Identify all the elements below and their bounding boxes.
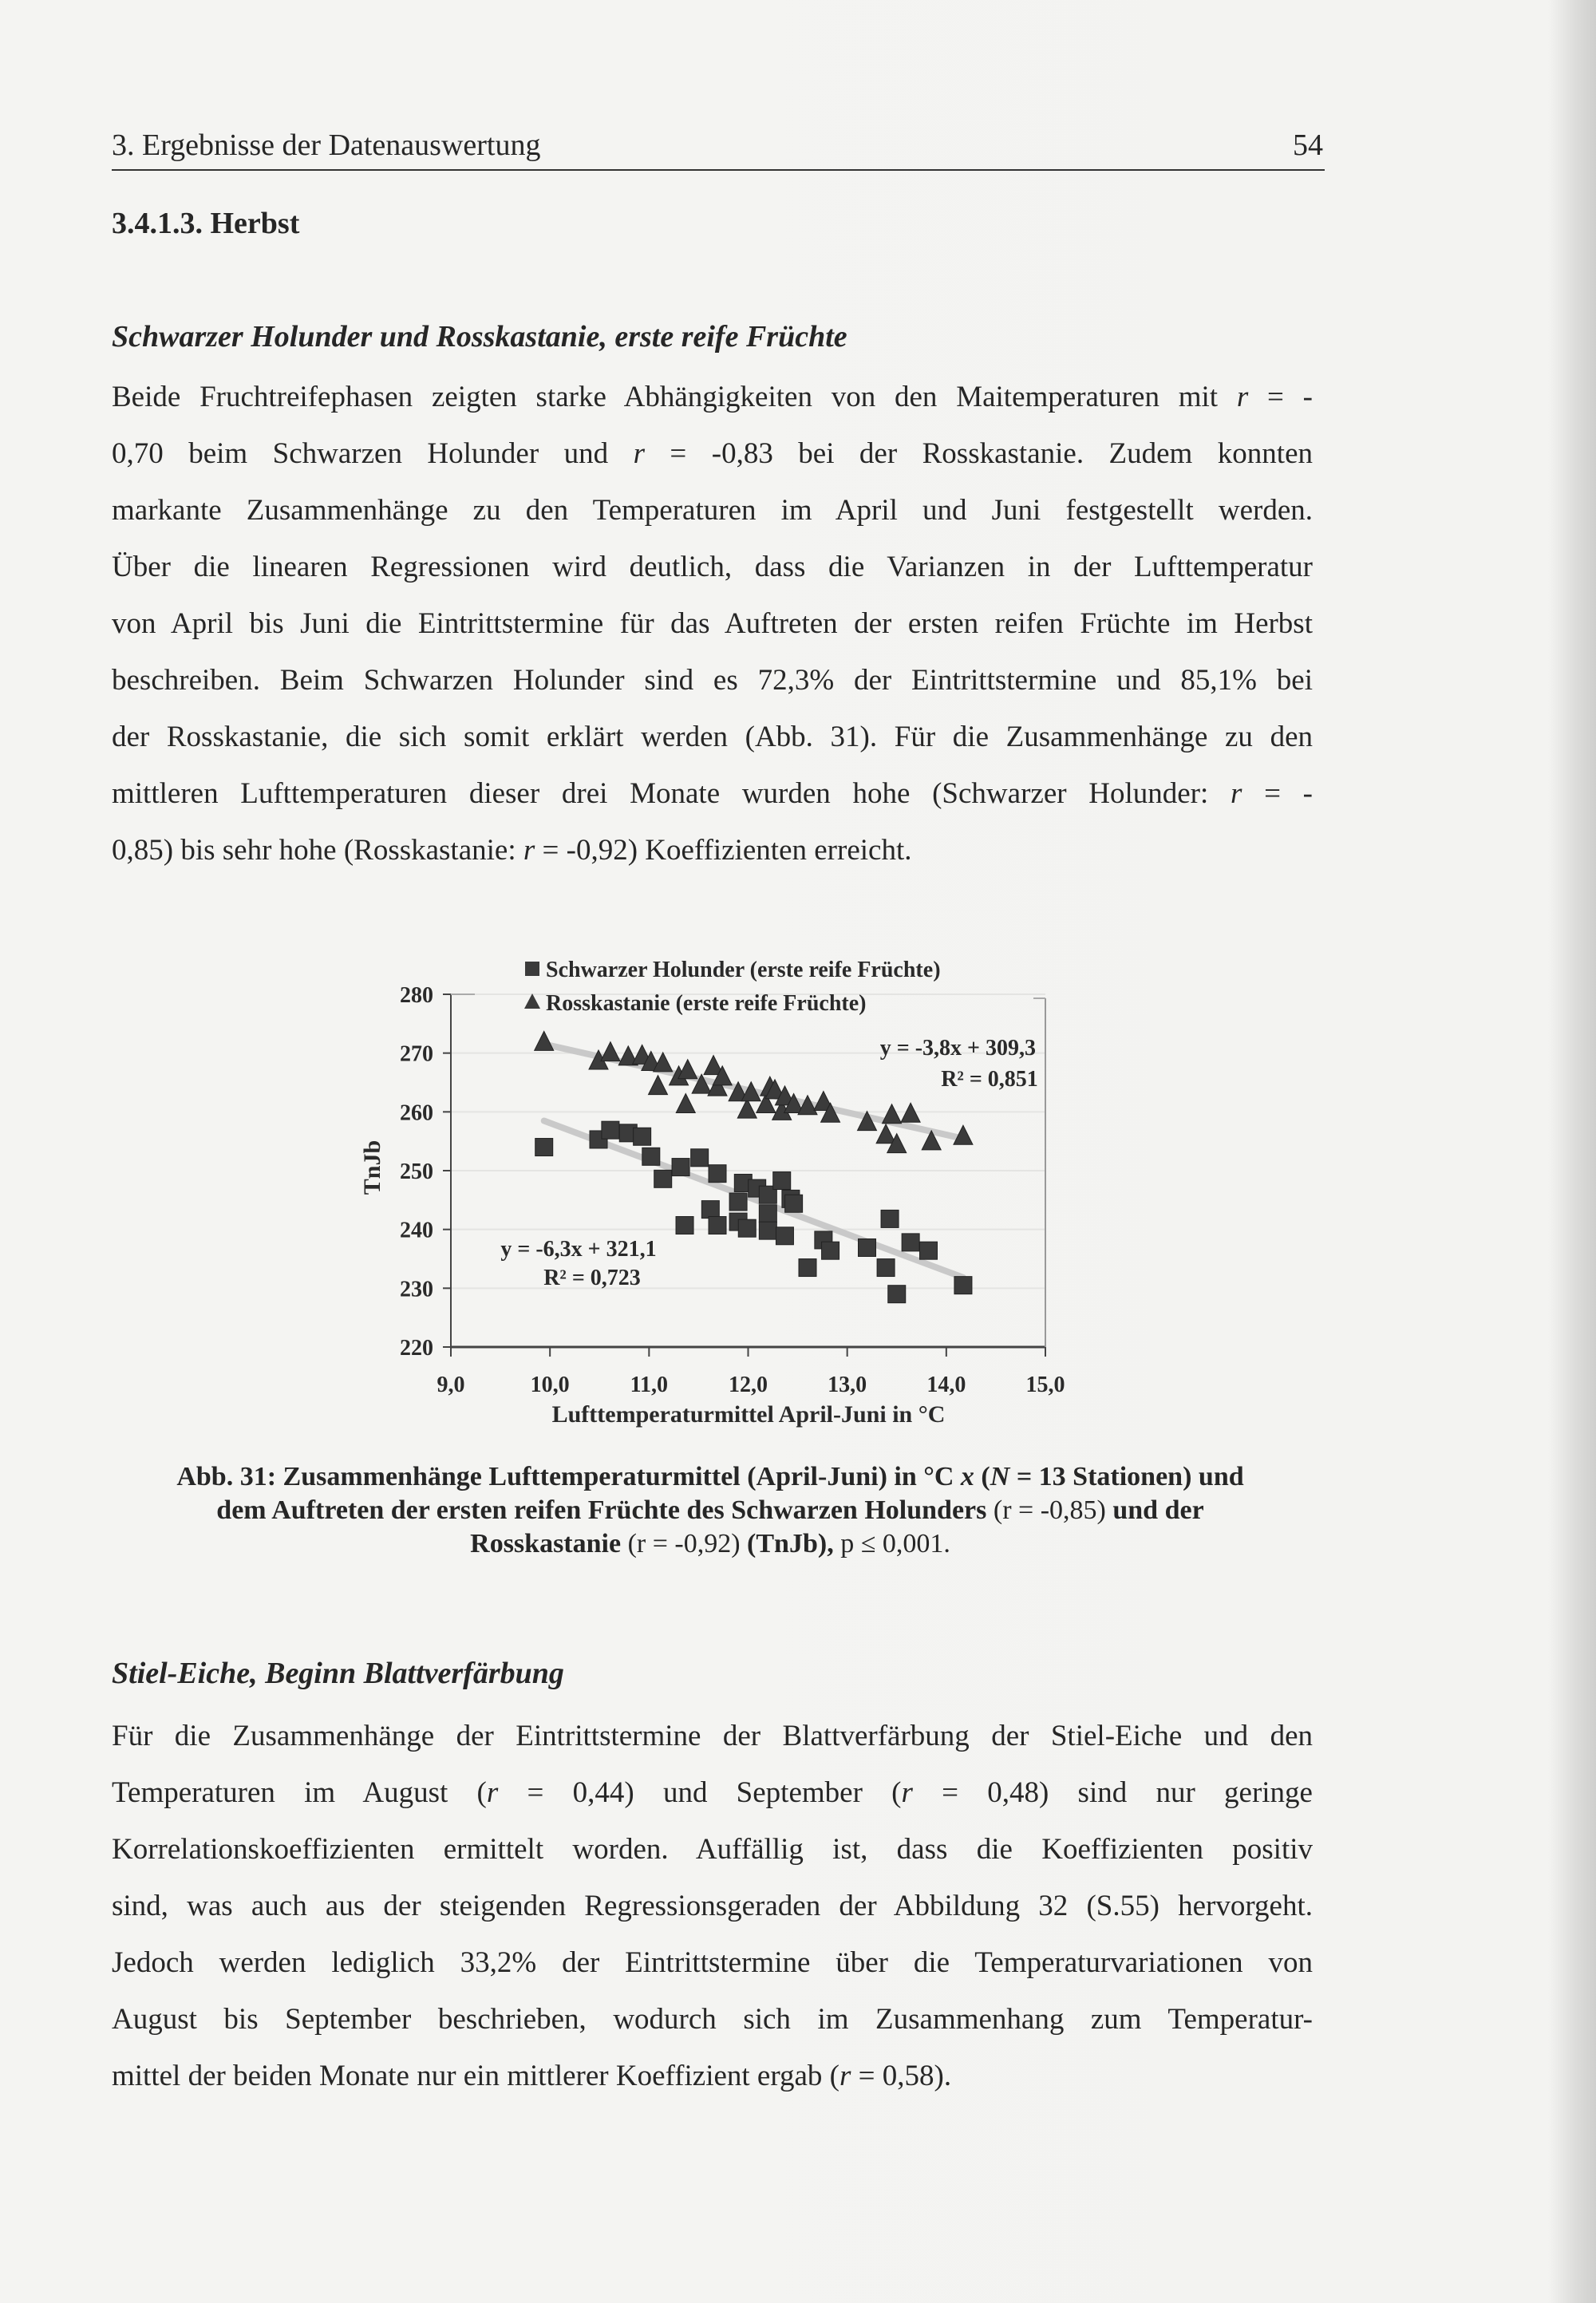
text-line [112, 1934, 1313, 1991]
y-tick-label: 270 [400, 1041, 433, 1067]
data-point-square [902, 1234, 919, 1251]
text-segment: 0,70 beim Schwarzen Holunder und [112, 437, 634, 470]
subsection-heading-stiel-eiche: Stiel-Eiche, Beginn Blattverfärbung [112, 1657, 564, 1690]
x-axis-title: Lufttemperaturmittel April-Juni in °C [551, 1401, 946, 1428]
data-point-square [776, 1227, 793, 1245]
text-segment: markante Zusammenhänge zu den Temperaturen im April und Juni festgestellt werden. [112, 494, 1313, 527]
caption-text: ( [974, 1462, 990, 1491]
x-tick-label: 9,0 [437, 1373, 465, 1397]
data-point-square [602, 1121, 619, 1139]
data-point-triangle [737, 1099, 757, 1118]
r2-rosskastanie: R² = 0,851 [941, 1067, 1038, 1092]
data-point-triangle [535, 1031, 554, 1050]
variable-r: r [1230, 777, 1242, 810]
data-point-square [691, 1149, 709, 1167]
text-segment: = 0,44) und September ( [498, 1776, 902, 1809]
data-point-square [701, 1201, 719, 1219]
text-line [112, 1878, 1313, 1934]
legend-label: Schwarzer Holunder (erste reife Früchte) [546, 958, 941, 982]
section-title: 3.4.1.3. Herbst [112, 207, 300, 240]
data-point-triangle [876, 1124, 895, 1144]
text-segment: der Rosskastanie, die sich somit erklärt werden (Abb. 31). Für die Zusammenhänge zu den [112, 721, 1313, 753]
data-point-square [759, 1222, 776, 1239]
text-line [112, 1764, 1313, 1821]
data-point-square [799, 1259, 816, 1277]
caption-var-n: N [990, 1462, 1010, 1491]
text-segment: Jedoch werden lediglich 33,2% der Eintrittstermine über die Temperaturvariationen von [112, 1946, 1313, 1979]
text-segment: von April bis Juni die Eintrittstermine für das Auftreten der ersten reifen Früchte im Herbst [112, 607, 1313, 640]
x-tick-label: 10,0 [530, 1373, 570, 1397]
data-point-triangle [678, 1060, 697, 1079]
y-axis-title: TnJb [359, 1140, 385, 1195]
data-point-square [738, 1219, 756, 1237]
data-point-square [888, 1286, 906, 1303]
text-line [112, 1991, 1313, 2048]
caption-p-value: p ≤ 0,001. [840, 1529, 950, 1558]
variable-r: r [523, 834, 535, 867]
y-tick-label: 220 [400, 1336, 433, 1361]
legend-label: Rosskastanie (erste reife Früchte) [546, 991, 867, 1016]
caption-text: = 13 Stationen) und [1009, 1462, 1244, 1491]
data-point-square [919, 1242, 937, 1259]
text-line [112, 2048, 1313, 2104]
equation-rosskastanie: y = -3,8x + 309,3 [879, 1036, 1036, 1061]
text-segment: = 0,48) sind nur geringe [912, 1776, 1313, 1809]
x-tick-label: 14,0 [926, 1373, 966, 1397]
y-tick-label: 250 [400, 1159, 433, 1184]
x-tick-label: 15,0 [1025, 1373, 1065, 1397]
caption-r-rosskastanie: (r = -0,92) [627, 1529, 741, 1558]
data-point-triangle [676, 1093, 695, 1112]
data-point-square [877, 1259, 895, 1277]
data-point-square [672, 1159, 689, 1176]
data-point-square [709, 1165, 726, 1183]
x-tick-label: 11,0 [630, 1373, 669, 1397]
legend-square-icon [525, 962, 539, 976]
paragraph-stiel-eiche [112, 1708, 1313, 2104]
variable-r: r [839, 2060, 851, 2092]
data-point-square [535, 1139, 553, 1156]
text-segment: mittleren Lufttemperaturen dieser drei Monate wurden hohe (Schwarzer Holunder: [112, 777, 1231, 810]
data-point-square [642, 1148, 660, 1165]
text-segment: Beide Fruchtreifephasen zeigten starke Abhängigkeiten von den Maitemperaturen mit [112, 381, 1237, 413]
data-point-square [759, 1205, 776, 1223]
variable-r: r [901, 1776, 913, 1809]
caption-text: Abb. 31: Zusammenhänge Lufttemperaturmittel (April-Juni) in °C [176, 1462, 961, 1491]
text-segment: = -0,83 bei der Rosskastanie. Zudem konnten [644, 437, 1313, 470]
y-tick-label: 260 [400, 1100, 433, 1126]
data-point-square [709, 1217, 726, 1234]
data-point-triangle [601, 1042, 620, 1061]
text-segment: 0,85) bis sehr hohe (Rosskastanie: [112, 834, 523, 867]
text-segment: August bis September beschrieben, wodurch sich im Zusammenhang zum Temperatur- [112, 2003, 1313, 2036]
caption-text: (TnJb), [740, 1529, 841, 1558]
data-point-square [954, 1277, 972, 1294]
text-segment: = 0,58). [851, 2060, 952, 2092]
variable-r: r [633, 437, 645, 470]
text-segment: = -0,92) Koeffizienten erreicht. [535, 834, 912, 867]
data-point-square [634, 1128, 651, 1145]
y-tick-label: 240 [400, 1218, 433, 1243]
x-tick-label: 13,0 [828, 1373, 867, 1397]
y-tick-label: 280 [400, 983, 433, 1008]
x-tick-label: 12,0 [729, 1373, 768, 1397]
page-number: 54 [1293, 128, 1323, 162]
data-point-square [785, 1195, 803, 1212]
text-segment: Korrelationskoeffizienten ermittelt worden. Auffällig ist, dass die Koeffizienten positiv [112, 1833, 1313, 1866]
text-segment: = - [1248, 381, 1313, 413]
chapter-title: 3. Ergebnisse der Datenauswertung [112, 128, 541, 162]
text-segment: Für die Zusammenhänge der Eintrittstermine der Blattverfärbung der Stiel-Eiche und den [112, 1720, 1313, 1752]
data-point-square [859, 1239, 876, 1257]
caption-text: dem Auftreten der ersten reifen Früchte des Schwarzen Holunders [216, 1495, 994, 1525]
caption-var-x: x [960, 1462, 974, 1491]
text-segment: Temperaturen im August ( [112, 1776, 487, 1809]
equation-holunder: y = -6,3x + 321,1 [500, 1237, 657, 1262]
figure-caption [104, 1460, 1317, 1561]
text-line [112, 1708, 1313, 1764]
text-line [112, 1821, 1313, 1878]
variable-r: r [1236, 381, 1249, 413]
caption-text: Rosskastanie [470, 1529, 628, 1558]
data-point-square [881, 1210, 899, 1227]
r2-holunder: R² = 0,723 [543, 1266, 641, 1290]
data-point-triangle [883, 1104, 902, 1124]
data-point-square [773, 1172, 791, 1190]
data-point-square [822, 1242, 839, 1259]
subsection-heading-holunder: Schwarzer Holunder und Rosskastanie, erste reife Früchte [112, 320, 847, 354]
caption-text: und der [1105, 1495, 1204, 1525]
caption-r-holunder: (r = -0,85) [993, 1495, 1106, 1525]
text-segment: = - [1242, 777, 1313, 810]
y-tick-label: 230 [400, 1277, 433, 1302]
text-segment: Über die linearen Regressionen wird deutlich, dass die Varianzen in der Lufttemperatur [112, 551, 1313, 583]
data-point-square [676, 1217, 693, 1234]
text-segment: mittel der beiden Monate nur ein mittlerer Koeffizient ergab ( [112, 2060, 839, 2092]
text-segment: sind, was auch aus der steigenden Regressionsgeraden der Abbildung 32 (S.55) hervorgeht. [112, 1890, 1313, 1922]
data-point-square [654, 1170, 672, 1187]
variable-r: r [486, 1776, 499, 1809]
text-segment: beschreiben. Beim Schwarzen Holunder sind es 72,3% der Eintrittstermine und 85,1% bei [112, 664, 1313, 697]
legend-triangle-icon [524, 993, 540, 1009]
data-point-square [729, 1193, 747, 1211]
data-point-triangle [649, 1076, 668, 1095]
